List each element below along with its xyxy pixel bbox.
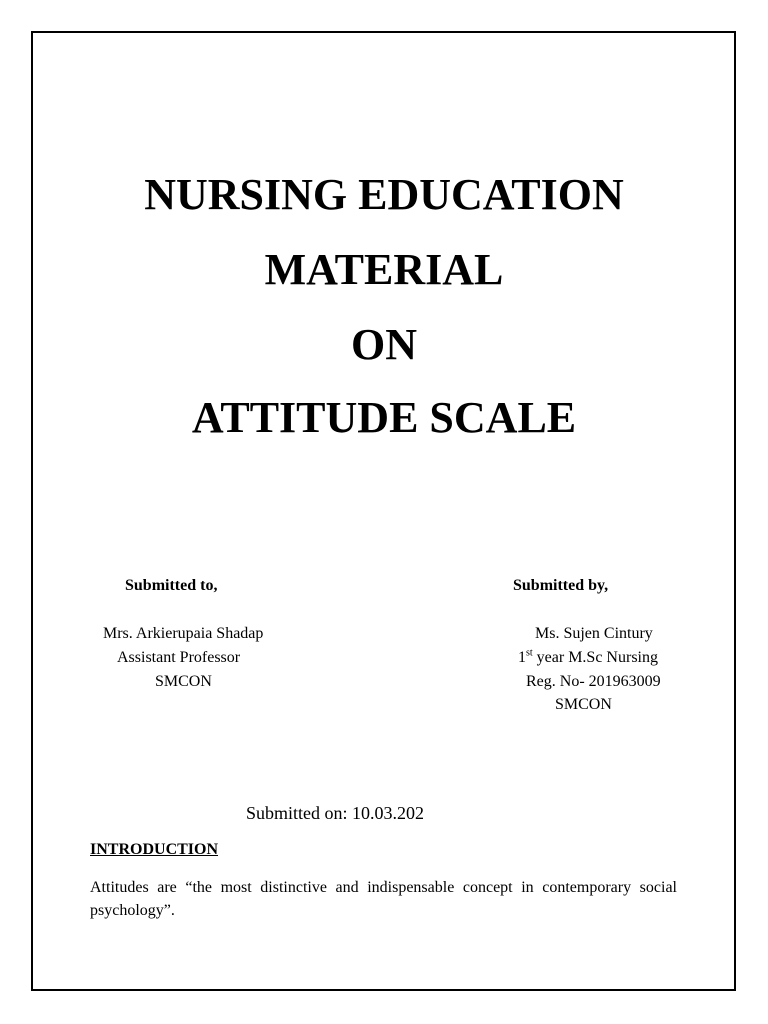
title-line-1: NURSING EDUCATION (144, 170, 624, 219)
introduction-heading: INTRODUCTION (90, 841, 219, 858)
submitted-to-institution: SMCON (155, 673, 212, 690)
title-line-4: ATTITUDE SCALE (191, 393, 577, 442)
submitted-by-institution: SMCON (555, 696, 612, 713)
submitted-to-designation: Assistant Professor (117, 649, 241, 666)
submitted-by-heading: Submitted by, (513, 577, 609, 594)
submitted-by-reg-no: Reg. No- 201963009 (526, 673, 661, 690)
title-line-2: MATERIAL (264, 245, 504, 294)
submitted-to-name: Mrs. Arkierupaia Shadap (103, 625, 264, 642)
submitted-by-course (518, 648, 658, 668)
submitted-on-date: Submitted on: 10.03.202 (246, 803, 425, 823)
submitted-by-name: Ms. Sujen Cintury (535, 625, 653, 642)
year-suffix: st (526, 647, 533, 659)
title-line-3: ON (351, 320, 417, 369)
year-number: 1 (518, 649, 526, 666)
introduction-text: Attitudes are “the most distinctive and indispensable concept in contemporary social psychology”. (90, 879, 677, 919)
submitted-to-heading: Submitted to, (125, 577, 218, 594)
course-text: year M.Sc Nursing (532, 649, 658, 666)
